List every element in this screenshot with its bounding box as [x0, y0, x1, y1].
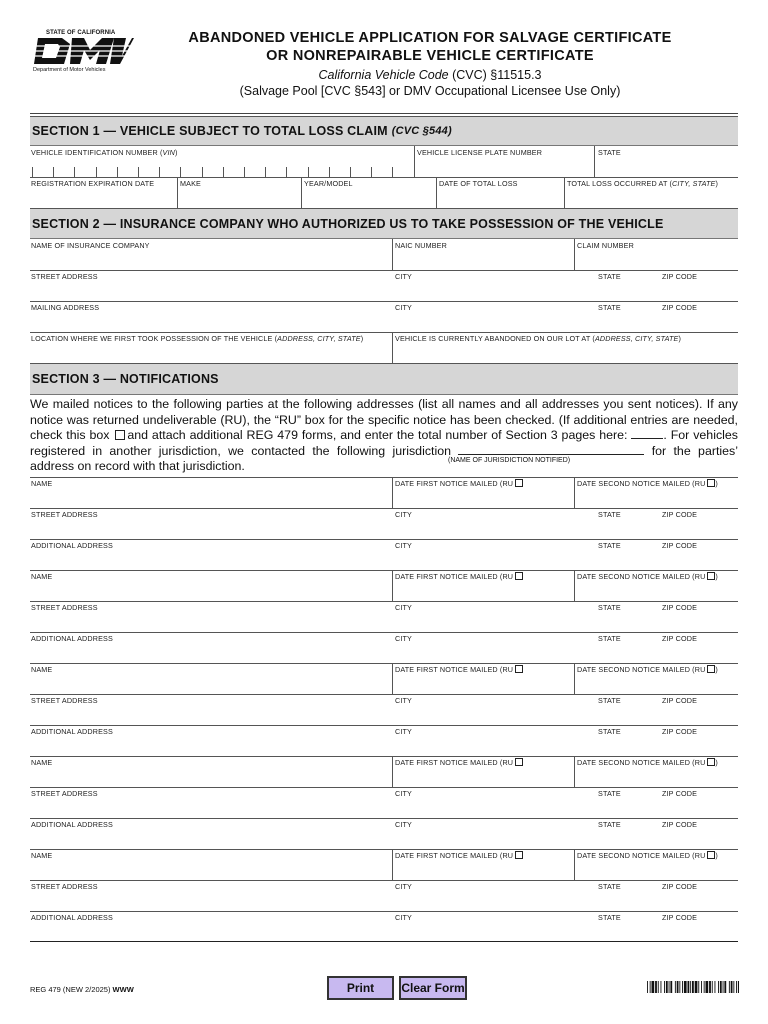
entry-additional-label: ADDITIONAL ADDRESS [31, 820, 113, 829]
entry-additional-label: ADDITIONAL ADDRESS [31, 541, 113, 550]
dmv-logo-mark [32, 36, 134, 66]
entry-name-label: NAME [31, 851, 53, 860]
entry-additional-state-label: STATE [598, 820, 621, 829]
second-notice-label: DATE SECOND NOTICE MAILED (RU ) [577, 758, 718, 767]
entry-name-label: NAME [31, 479, 53, 488]
make-label: MAKE [180, 179, 201, 188]
print-button[interactable]: Print [327, 976, 394, 1000]
entry-additional-city-label: CITY [395, 820, 412, 829]
possession-label: LOCATION WHERE WE FIRST TOOK POSSESSION OF THE VEHICLE (ADDRESS, CITY, STATE) [31, 334, 364, 343]
entry-city-label: CITY [395, 696, 412, 705]
second-notice-ru-checkbox[interactable] [707, 572, 715, 580]
insurer-city-label: CITY [395, 272, 412, 281]
entry-city-label: CITY [395, 603, 412, 612]
entry-additional-zip-label: ZIP CODE [662, 913, 698, 922]
naic-label: NAIC NUMBER [395, 241, 447, 250]
entry-street-label: STREET ADDRESS [31, 696, 98, 705]
entry-additional-city-label: CITY [395, 634, 412, 643]
loss-location-label: TOTAL LOSS OCCURRED AT (CITY, STATE) [567, 179, 719, 188]
first-notice-ru-checkbox[interactable] [515, 758, 523, 766]
entry-street-label: STREET ADDRESS [31, 510, 98, 519]
second-notice-label: DATE SECOND NOTICE MAILED (RU ) [577, 479, 718, 488]
mailing-city-label: CITY [395, 303, 412, 312]
entry-additional-state-label: STATE [598, 727, 621, 736]
entry-zip-label: ZIP CODE [662, 789, 698, 798]
section1-header: SECTION 1 — VEHICLE SUBJECT TO TOTAL LOSS CLAIM (CVC §544) [30, 116, 738, 146]
mailing-label: MAILING ADDRESS [31, 303, 100, 312]
section2-header: SECTION 2 — INSURANCE COMPANY WHO AUTHORIZED US TO TAKE POSSESSION OF THE VEHICLE [30, 208, 738, 239]
vin-label: VEHICLE IDENTIFICATION NUMBER (VIN) [31, 148, 178, 157]
barcode [647, 981, 739, 993]
entry-additional-zip-label: ZIP CODE [662, 634, 698, 643]
entry-street-label: STREET ADDRESS [31, 603, 98, 612]
insurer-zip-label: ZIP CODE [662, 272, 698, 281]
entry-additional-city-label: CITY [395, 913, 412, 922]
second-notice-ru-checkbox[interactable] [707, 479, 715, 487]
logo-state-text: STATE OF CALIFORNIA [46, 30, 116, 36]
section3-header: SECTION 3 — NOTIFICATIONS [30, 363, 738, 395]
entry-street-label: STREET ADDRESS [31, 789, 98, 798]
vehicle-code-ref: California Vehicle Code (CVC) §11515.3 [318, 68, 542, 82]
entry-additional-state-label: STATE [598, 634, 621, 643]
entry-additional-city-label: CITY [395, 541, 412, 550]
entry-additional-state-label: STATE [598, 541, 621, 550]
form-subtitle: (Salvage Pool [CVC §543] or DMV Occupational Licensee Use Only) [239, 84, 621, 98]
first-notice-label: DATE FIRST NOTICE MAILED (RU [395, 758, 523, 767]
entry-state-label: STATE [598, 882, 621, 891]
entry-additional-zip-label: ZIP CODE [662, 541, 698, 550]
entry-name-label: NAME [31, 758, 53, 767]
insurer-street-label: STREET ADDRESS [31, 272, 98, 281]
entry-state-label: STATE [598, 696, 621, 705]
state-label: STATE [598, 148, 621, 157]
clear-form-button[interactable]: Clear Form [399, 976, 467, 1000]
entry-additional-zip-label: ZIP CODE [662, 820, 698, 829]
first-notice-ru-checkbox[interactable] [515, 479, 523, 487]
second-notice-ru-checkbox[interactable] [707, 665, 715, 673]
date-loss-label: DATE OF TOTAL LOSS [439, 179, 518, 188]
second-notice-ru-checkbox[interactable] [707, 758, 715, 766]
entry-city-label: CITY [395, 882, 412, 891]
second-notice-label: DATE SECOND NOTICE MAILED (RU ) [577, 572, 718, 581]
plate-label: VEHICLE LICENSE PLATE NUMBER [417, 148, 543, 157]
entry-zip-label: ZIP CODE [662, 510, 698, 519]
entry-zip-label: ZIP CODE [662, 696, 698, 705]
first-notice-label: DATE FIRST NOTICE MAILED (RU [395, 665, 523, 674]
form-id: REG 479 (NEW 2/2025) WWW [30, 985, 134, 994]
entry-city-label: CITY [395, 510, 412, 519]
form-title-line2: OR NONREPAIRABLE VEHICLE CERTIFICATE [266, 48, 594, 64]
first-notice-ru-checkbox[interactable] [515, 851, 523, 859]
abandoned-label: VEHICLE IS CURRENTLY ABANDONED ON OUR LOT AT (ADDRESS, CITY, STATE) [395, 334, 682, 343]
additional-entries-checkbox[interactable] [115, 430, 125, 440]
entry-state-label: STATE [598, 510, 621, 519]
form-title-line1: ABANDONED VEHICLE APPLICATION FOR SALVAGE CERTIFICATE [188, 30, 672, 46]
entry-additional-label: ADDITIONAL ADDRESS [31, 727, 113, 736]
entry-city-label: CITY [395, 789, 412, 798]
jurisdiction-caption: (NAME OF JURISDICTION NOTIFIED) [448, 457, 571, 464]
entry-street-label: STREET ADDRESS [31, 882, 98, 891]
entry-name-label: NAME [31, 572, 53, 581]
entry-state-label: STATE [598, 789, 621, 798]
dmv-logo [32, 30, 134, 74]
first-notice-ru-checkbox[interactable] [515, 665, 523, 673]
second-notice-label: DATE SECOND NOTICE MAILED (RU ) [577, 665, 718, 674]
insurer-state-label: STATE [598, 272, 621, 281]
entry-additional-label: ADDITIONAL ADDRESS [31, 634, 113, 643]
claim-label: CLAIM NUMBER [577, 241, 634, 250]
second-notice-ru-checkbox[interactable] [707, 851, 715, 859]
entry-additional-city-label: CITY [395, 727, 412, 736]
second-notice-label: DATE SECOND NOTICE MAILED (RU ) [577, 851, 718, 860]
header-rule [30, 113, 738, 114]
mailing-zip-label: ZIP CODE [662, 303, 698, 312]
mailing-state-label: STATE [598, 303, 621, 312]
year-model-label: YEAR/MODEL [304, 179, 353, 188]
logo-dept-text: Department of Motor Vehicles [33, 67, 106, 73]
first-notice-label: DATE FIRST NOTICE MAILED (RU [395, 851, 523, 860]
jurisdiction-input[interactable] [458, 445, 644, 455]
entry-additional-zip-label: ZIP CODE [662, 727, 698, 736]
first-notice-label: DATE FIRST NOTICE MAILED (RU [395, 479, 523, 488]
first-notice-label: DATE FIRST NOTICE MAILED (RU [395, 572, 523, 581]
entry-state-label: STATE [598, 603, 621, 612]
entry-zip-label: ZIP CODE [662, 882, 698, 891]
notification-instructions: We mailed notices to the following parties at the following addresses (list all names and all addresses you sent notices). If any notice was returned undeliverable (RU), the “RU” box for the specific notice has been checked. (If additional entries are needed, check this box and attach additional REG 479 forms, and enter the total number of Section 3 pages here: . For vehicles registered in another jurisdiction, we contacted the following jurisdiction for the parties’ address on record with that jurisdiction. [30, 397, 738, 474]
section3-pages-input[interactable] [631, 429, 663, 439]
reg-exp-label: REGISTRATION EXPIRATION DATE [31, 179, 155, 188]
entry-zip-label: ZIP CODE [662, 603, 698, 612]
entry-additional-label: ADDITIONAL ADDRESS [31, 913, 113, 922]
first-notice-ru-checkbox[interactable] [515, 572, 523, 580]
entry-additional-state-label: STATE [598, 913, 621, 922]
insurer-label: NAME OF INSURANCE COMPANY [31, 241, 150, 250]
entry-name-label: NAME [31, 665, 53, 674]
